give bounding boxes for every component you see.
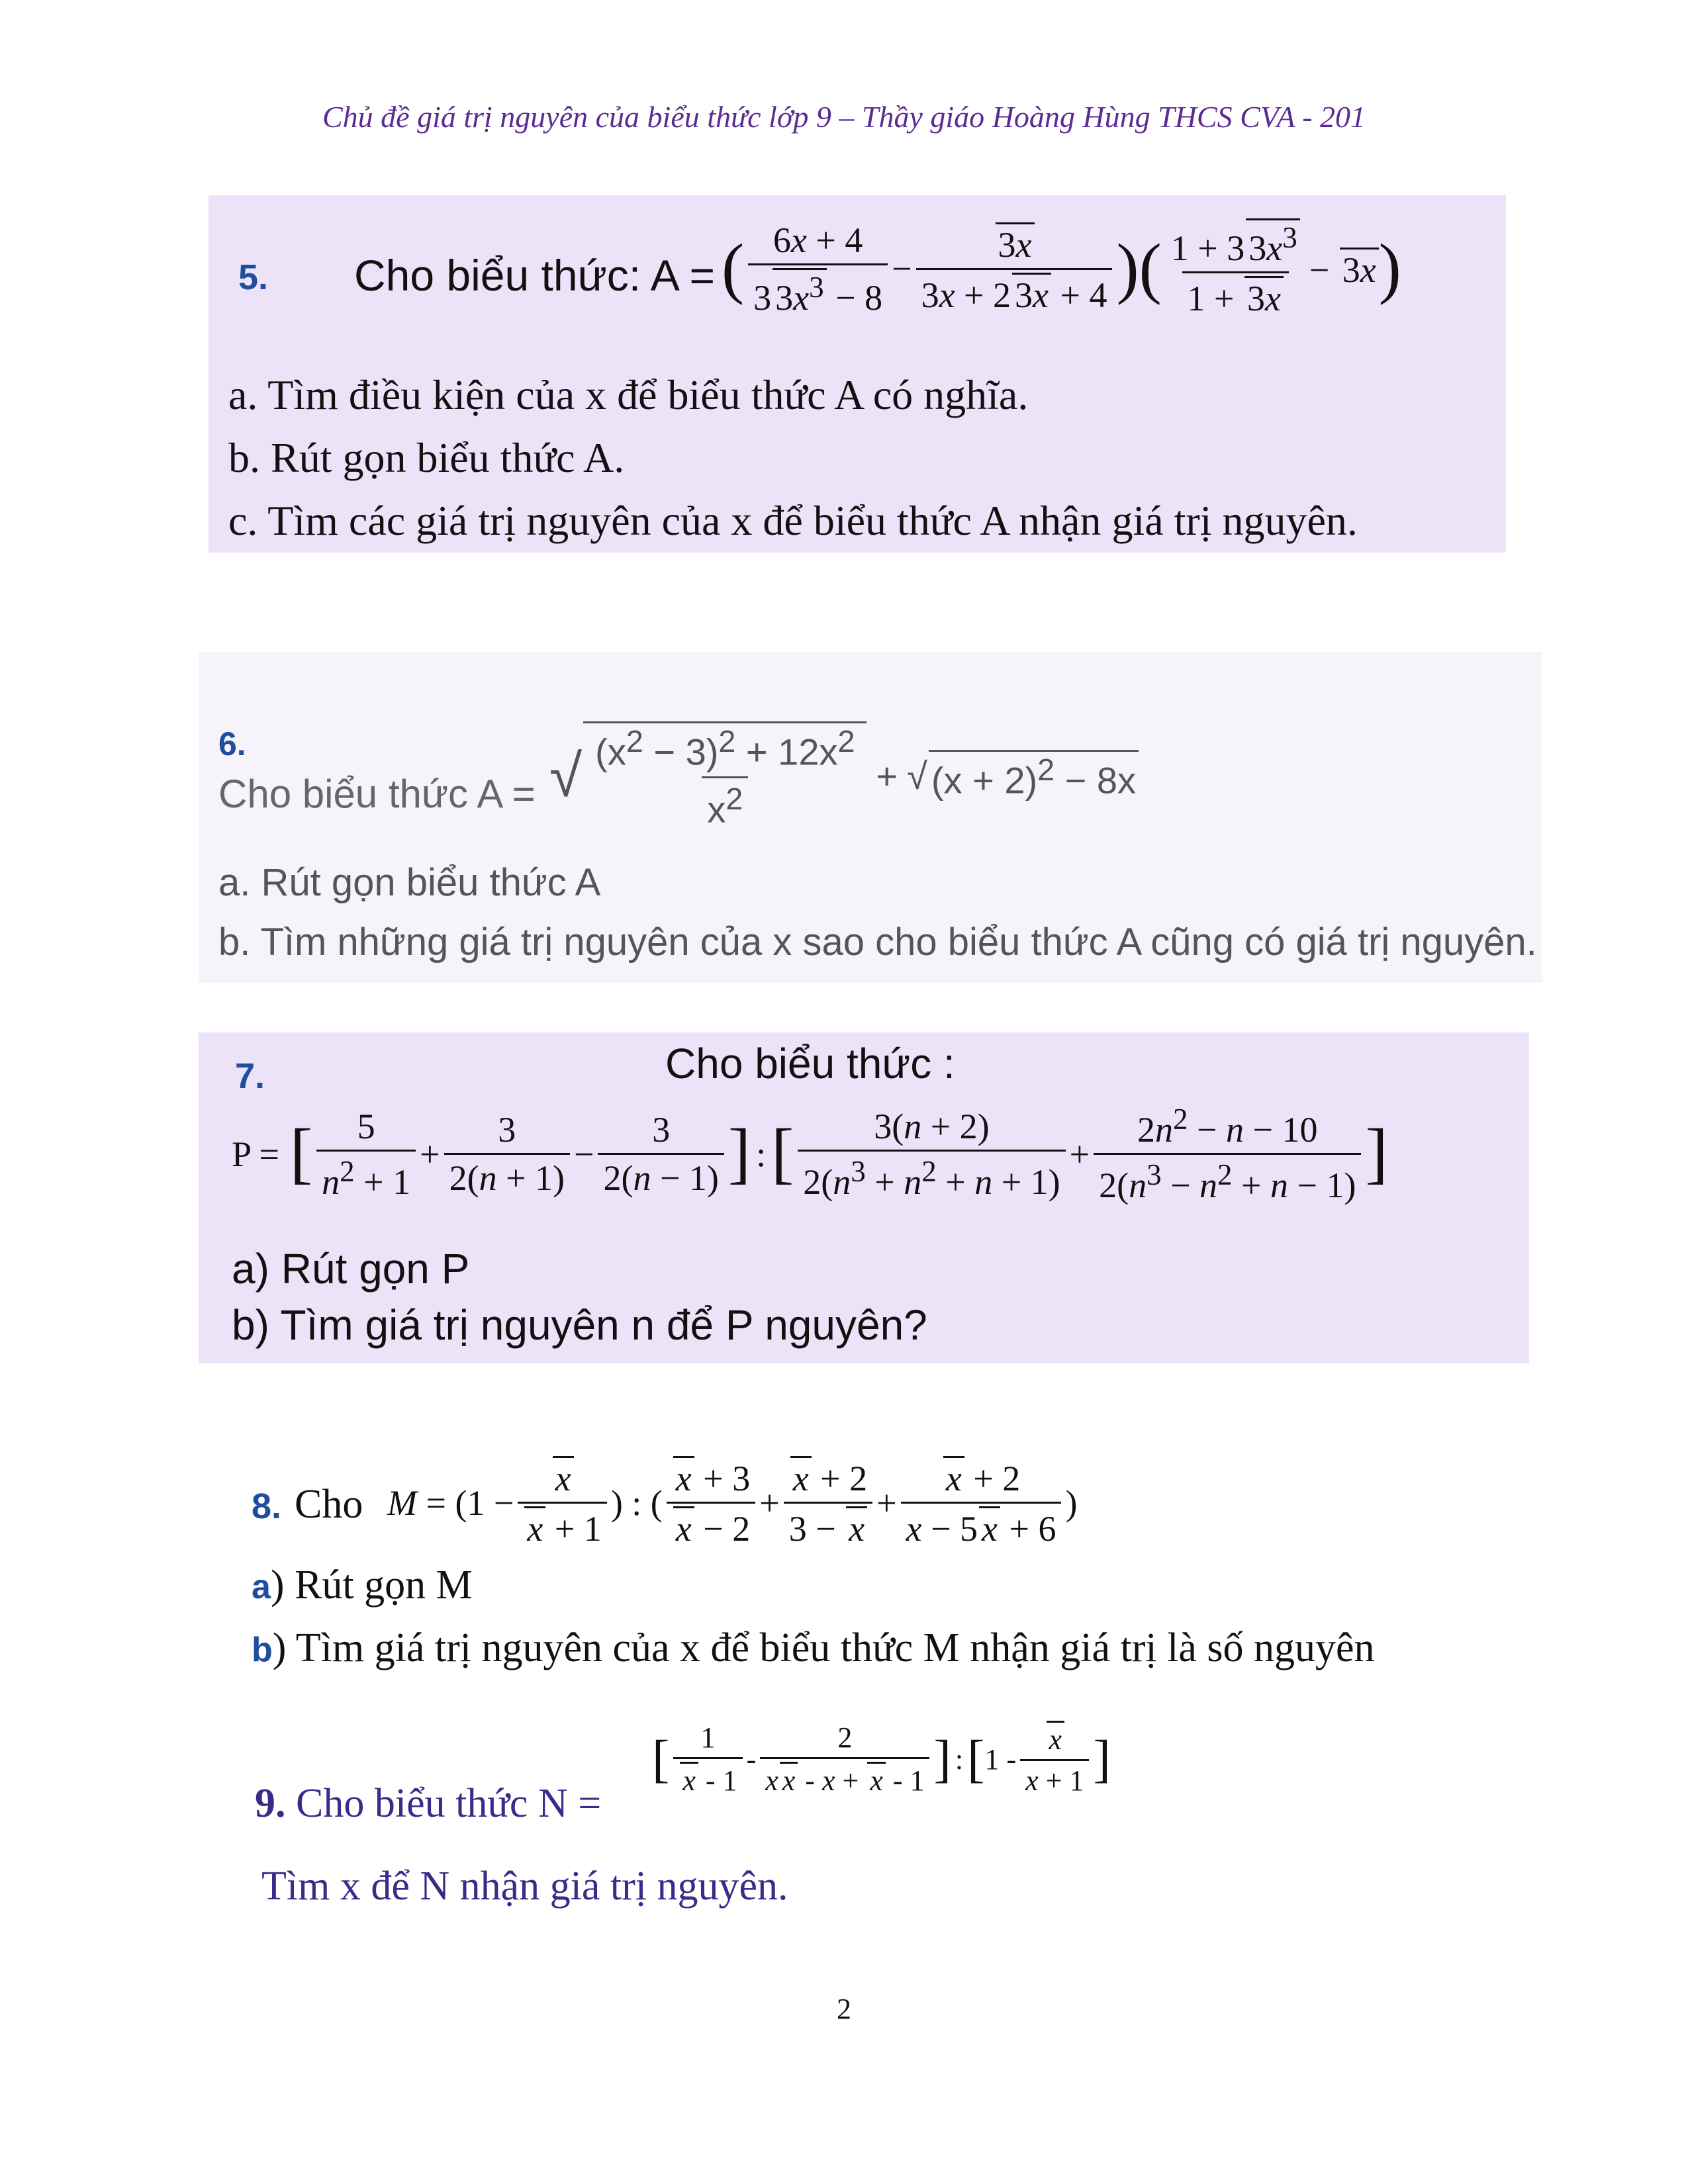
page-number: 2: [837, 1993, 851, 2025]
problem-8-a-text: ) Rút gọn M: [270, 1563, 473, 1608]
problem-6-a: a. Rút gọn biểu thức A: [218, 861, 601, 904]
problem-7-a: a) Rút gọn P: [232, 1245, 470, 1293]
problem-6-formula: √ $\frac{(x^2 - 3)^2 + 12x^2}{x^2}$ + √ $(x + 2)^2 - 8x$: [549, 721, 1139, 831]
problem-8-intro: Cho: [295, 1482, 363, 1527]
problem-5-intro: Cho biểu thức: A =: [354, 251, 716, 300]
problem-8-b-text: ) Tìm giá trị nguyên của x để biểu thức M nhận giá trị là số nguyên: [272, 1625, 1375, 1670]
problem-8-a-label: a: [252, 1568, 271, 1606]
problem-6-b: b. Tìm những giá trị nguyên của x sao cho biểu thức A cũng có giá trị nguyên.: [218, 921, 1537, 964]
problem-9-intro: Cho biểu thức N =: [296, 1781, 602, 1826]
page-header: Chủ đề giá trị nguyên của biểu thức lớp 9 – Thầy giáo Hoàng Hùng THCS CVA - 201: [322, 100, 1366, 134]
problem-6-number: 6.: [218, 725, 246, 762]
problem-9-task: Tìm x để N nhận giá trị nguyên.: [261, 1864, 788, 1909]
problem-7-number: 7.: [235, 1056, 265, 1096]
problem-5-formula: ( $\frac{6x + 4}{3 3x^3 - 8}$ − $\frac{3x}{3x + 2 3x + 4}$ )( $\frac{1 + 3 3x^3}{1 + 3x}$ − 3x ): [722, 218, 1401, 319]
problem-5-number: 5.: [238, 257, 269, 297]
problem-9-line: [255, 1780, 601, 1827]
problem-8-a: [252, 1562, 473, 1609]
problem-5-b: b. Rút gọn biểu thức A.: [228, 434, 625, 481]
problem-9-number: 9.: [255, 1781, 286, 1826]
problem-7-formula: P = [ $\frac{5}{n^2 + 1}$ + $\frac{3}{2(n + 1)}$ − $\frac{3}{2(n - 1)}$ ] : [ $\frac{3(n + 2)}{2(n^3 + n^2 + n + 1)}$ + $\frac{2n^2 - n - 10}{2(n^3 - n^2 + n - 1)}$ ]: [232, 1103, 1388, 1205]
problem-7-intro: Cho biểu thức :: [665, 1040, 955, 1087]
problem-5-c: c. Tìm các giá trị nguyên của x để biểu thức A nhận giá trị nguyên.: [228, 497, 1358, 544]
problem-9-formula: [ $\frac{1}{x - 1}$ - $\frac{2}{\text{x x - x + x - 1}}$ ] : [ 1 - $\frac{x}{x + 1}$ ]: [652, 1721, 1111, 1797]
problem-8-b: [252, 1625, 1375, 1672]
problem-7-b: b) Tìm giá trị nguyên n để P nguyên?: [232, 1301, 927, 1349]
problem-8-formula: M = (1 − $\frac{x}{x + 1}$ ) : ( $\frac{x + 3}{x - 2}$ + $\frac{x + 2}{3 - x}$ + $\frac{x + 2}{x - 5 x + 6}$ ): [387, 1456, 1077, 1549]
problem-8-number: 8.: [252, 1486, 282, 1526]
problem-5-a: a. Tìm điều kiện của x để biểu thức A có nghĩa.: [228, 371, 1029, 418]
problem-6-intro: Cho biểu thức A =: [218, 772, 536, 816]
problem-8-b-label: b: [252, 1631, 273, 1669]
